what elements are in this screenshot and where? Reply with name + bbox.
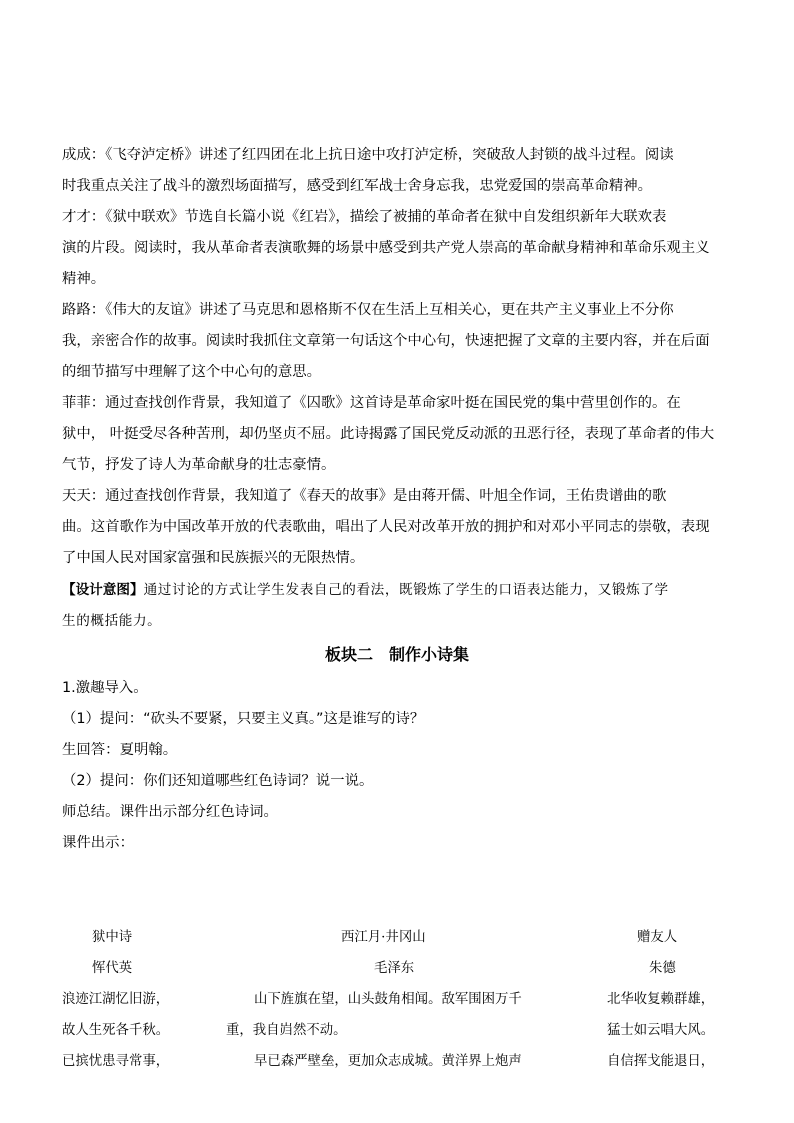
poem-zengyouren [607, 922, 767, 1077]
poem-author: 恽代英 [92, 961, 133, 976]
paragraph-line: 天天：通过查找创作背景，我知道了《春天的故事》是由蒋开儒、叶旭全作词，王佑贵谱曲的歌 [62, 488, 667, 504]
paragraph-line: 曲。这首歌作为中国改革开放的代表歌曲，唱出了人民对改革开放的拥护和对邓小平同志的崇敬，表现 [62, 519, 710, 535]
paragraph-feifei [62, 388, 752, 481]
step-line: 1.激趣导入。 [62, 680, 148, 696]
design-intent-text: 通过讨论的方式让学生发表自己的看法，既锻炼了学生的口语表达能力，又锻炼了学 [143, 582, 669, 598]
paragraph-line: 时我重点关注了战斗的激烈场面描写，感受到红军战士舍身忘我，忠党爱国的崇高革命精神。 [62, 178, 653, 194]
paragraph-line: 的细节描写中理解了这个中心句的意思。 [62, 364, 322, 380]
poem-title: 狱中诗 [92, 930, 133, 945]
poem-line: 已摈忧患寻常事， [62, 1054, 170, 1069]
poem-line: 早已森严壁垒，更加众志成城。黄洋界上炮声 [254, 1054, 522, 1069]
paragraph-chengcheng [62, 140, 752, 202]
step-line: （2）提问：你们还知道哪些红色诗词？说一说。 [62, 773, 374, 789]
paragraph-line: 我，亲密合作的故事。阅读时我抓住文章第一句话这个中心句，快速把握了文章的主要内容，并在后面 [62, 333, 710, 349]
paragraph-line: 菲菲：通过查找创作背景，我知道了《囚歌》这首诗是革命家叶挺在国民党的集中营里创作的。在 [62, 395, 681, 411]
paragraph-line: 精神。 [62, 271, 106, 287]
poem-line: 重，我自岿然不动。 [226, 1023, 347, 1038]
poem-line: 故人生死各千秋。 [62, 1023, 170, 1038]
paragraph-line: 路路：《伟大的友谊》讲述了马克思和恩格斯不仅在生活上互相关心，更在共产主义事业上不分你 [62, 302, 674, 318]
section-title: 板块二 制作小诗集 [324, 645, 469, 664]
paragraph-lulu [62, 295, 752, 388]
design-intent-line: 生的概括能力。 [62, 613, 162, 629]
design-intent-label: 【设计意图】 [62, 582, 144, 598]
poem-line: 猛士如云唱大风。 [607, 1023, 715, 1038]
design-intent-line [62, 575, 752, 606]
step-line: 师总结。课件出示部分红色诗词。 [62, 804, 278, 820]
step-line: 生回答：夏明翰。 [62, 742, 178, 758]
paragraph-caicai [62, 202, 752, 295]
poem-line: 北华收复赖群雄， [607, 992, 715, 1007]
poem-line: 山下旌旗在望，山头鼓角相闻。敌军围困万千 [254, 992, 522, 1007]
poem-author: 毛泽东 [374, 961, 415, 976]
poem-yuzhongshi [62, 922, 222, 1077]
paragraph-line: 狱中， 叶挺受尽各种苦刑，却仍坚贞不屈。此诗揭露了国民党反动派的丑恶行径，表现了革命者的伟大 [62, 426, 715, 442]
poem-line: 浪迹江湖忆旧游， [62, 992, 170, 1007]
poem-title: 赠友人 [637, 930, 678, 945]
design-intent [62, 575, 752, 637]
poem-xijiangyue [226, 922, 586, 1077]
paragraph-tiantian [62, 481, 752, 574]
poem-line: 自信挥戈能退日， [607, 1054, 715, 1069]
paragraph-line: 才才：《狱中联欢》节选自长篇小说《红岩》，描绘了被捕的革命者在狱中自发组织新年大联欢表 [62, 209, 667, 225]
poem-author: 朱德 [649, 961, 676, 976]
paragraph-line: 演的片段。阅读时，我从革命者表演歌舞的场景中感受到共产党人崇高的革命献身精神和革命乐观主义 [62, 240, 710, 256]
paragraph-line: 气节，抒发了诗人为革命献身的壮志豪情。 [62, 457, 336, 473]
step-line: 课件出示： [62, 835, 134, 851]
paragraph-line: 成成：《飞夺泸定桥》讲述了红四团在北上抗日途中攻打泸定桥，突破敌人封锁的战斗过程。阅读 [62, 147, 674, 163]
poem-title: 西江月·井冈山 [341, 930, 426, 945]
step-line: （1）提问：“砍头不要紧，只要主义真。”这是谁写的诗？ [62, 711, 425, 727]
paragraph-line: 了中国人民对国家富强和民族振兴的无限热情。 [62, 550, 365, 566]
